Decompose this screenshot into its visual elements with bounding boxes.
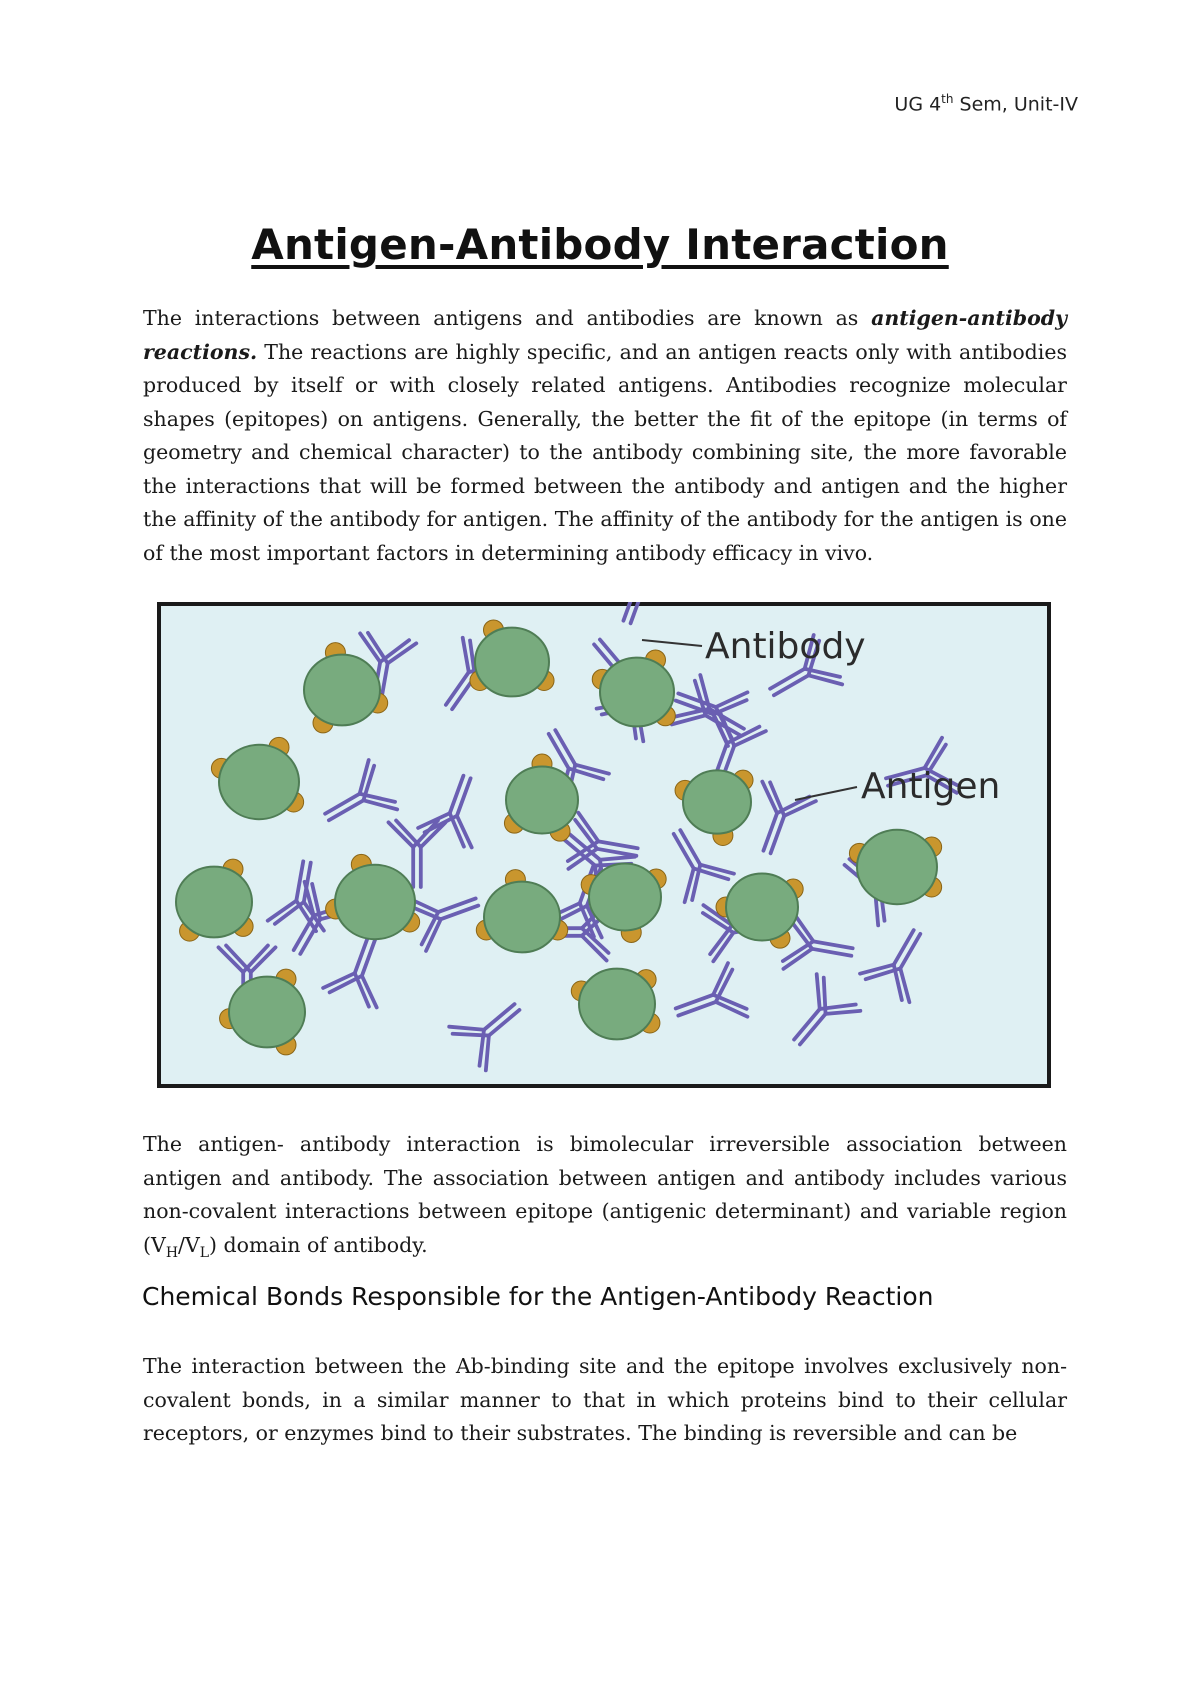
antigen-body bbox=[579, 969, 655, 1040]
antigen-body bbox=[683, 770, 751, 833]
antigen-body bbox=[726, 874, 798, 941]
page-title: Antigen-Antibody Interaction bbox=[251, 220, 949, 269]
intro-text-before: The interactions between antigens and antibodies are known as bbox=[143, 306, 872, 330]
association-sub-l: L bbox=[199, 1244, 210, 1261]
intro-text-after: The reactions are highly specific, and an antigen reacts only with antibodies produced by itself or with closely related antigens. Antibodies recognize molecular shapes (epitopes) on antigens. Generally, the better the fit of the epitope (in terms of geometry and chemical character) to the antibody combining site, the more favorable the interactions that will be formed between the antibody and antigen and the higher the affinity of the antibody for antigen. The affinity of the antibody for the antigen is one of the most important factors in determining antibody efficacy in vivo. bbox=[143, 339, 1067, 565]
antigen-body bbox=[857, 830, 937, 904]
antigen-body bbox=[176, 867, 252, 938]
header-suffix: Sem, Unit-IV bbox=[953, 93, 1078, 116]
antigen-label: Antigen bbox=[861, 766, 1001, 807]
antigen-body bbox=[600, 658, 674, 727]
intro-paragraph bbox=[143, 302, 1067, 570]
header-sup: th bbox=[941, 92, 954, 106]
antigen-body bbox=[484, 882, 560, 953]
antigen-body bbox=[335, 865, 415, 939]
antigen-body bbox=[304, 655, 380, 726]
antigen-body bbox=[229, 977, 305, 1048]
antigen-body bbox=[506, 767, 578, 834]
association-sub-h: H bbox=[165, 1244, 179, 1261]
association-text-3: ) domain of antibody. bbox=[209, 1232, 428, 1257]
antibody-label: Antibody bbox=[705, 626, 866, 667]
association-paragraph bbox=[143, 1128, 1067, 1270]
antigen-body bbox=[475, 628, 549, 697]
association-text-1: The antigen- antibody interaction is bimolecular irreversible association between antigen and antibody. The association between antigen and antibody includes various non-covalent interactions between epitope (antigenic determinant) and variable region (V bbox=[143, 1132, 1067, 1257]
page-header bbox=[894, 92, 1078, 115]
association-text-2: /V bbox=[178, 1232, 200, 1257]
figure-illustration bbox=[157, 602, 1051, 1088]
header-prefix: UG 4 bbox=[894, 93, 942, 116]
chemical-bonds-paragraph: The interaction between the Ab-binding site and the epitope involves exclusively non-covalent bonds, in a similar manner to that in which proteins bind to their cellular receptors, or enzymes bind to their substrates. The binding is reversible and can be bbox=[143, 1354, 1067, 1445]
antigen-body bbox=[219, 745, 299, 819]
antigen-antibody-figure bbox=[157, 602, 1051, 1088]
intro-emphasis: antigen-antibody reactions. bbox=[143, 306, 1067, 364]
section-heading: Chemical Bonds Responsible for the Antigen-Antibody Reaction bbox=[142, 1282, 934, 1311]
antigen-body bbox=[589, 864, 661, 931]
